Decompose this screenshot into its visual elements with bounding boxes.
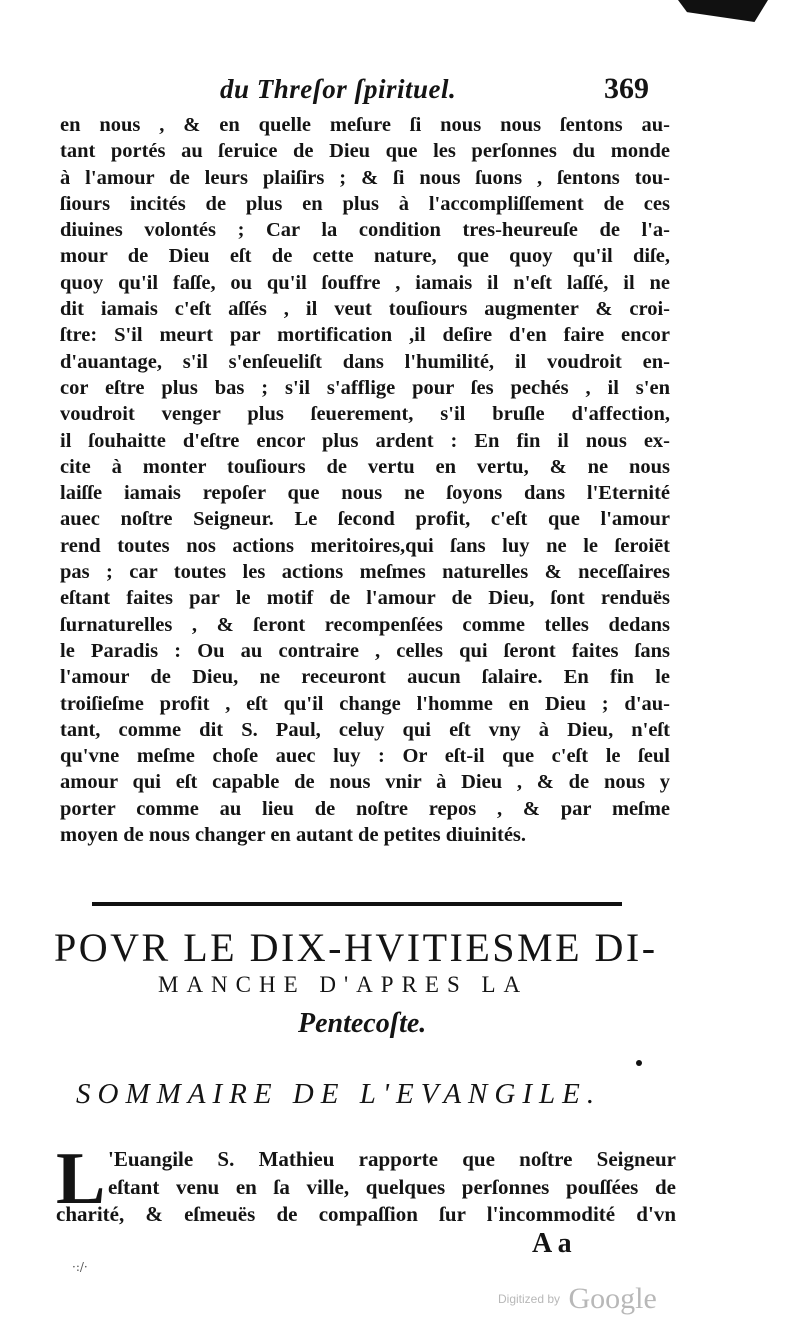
ink-speck xyxy=(636,1060,642,1066)
text-line: laiſſe iamais repoſer que nous ne ſoyons dans l'Eternité xyxy=(60,482,670,505)
text-line: moyen de nous changer en autant de petites diuinités. xyxy=(60,824,527,847)
text-line: cite à monter touſiours de vertu en vertu, & ne nous xyxy=(60,455,670,478)
text-line: ſtre: S'il meurt par mortification ,il deſire d'en faire encor xyxy=(60,324,670,347)
text-line: eſtant venu en ſa ville, quelques perſonnes pouſſées de xyxy=(108,1174,676,1199)
digitizer-logo: Google xyxy=(568,1282,657,1315)
text-line: porter comme au lieu de noſtre repos , & par meſme xyxy=(60,797,670,820)
section-heading-italic: Pentecoſte. xyxy=(298,1008,427,1039)
text-line: ſiours incités de plus en plus à l'accompliſſement de ces xyxy=(60,192,670,215)
margin-mark: ·:/· xyxy=(72,1260,88,1274)
text-line: tant portés au ſeruice de Dieu que les perſonnes du monde xyxy=(60,140,670,163)
text-line: à l'amour de leurs plaiſirs ; & ſi nous ſuons , ſentons tou- xyxy=(60,166,670,189)
text-line: charité, & eſmeuës de compaſſion ſur l'incommodité d'vn xyxy=(56,1202,676,1226)
section-divider xyxy=(92,902,622,906)
text-line: il ſouhaitte d'eſtre encor plus ardent : En fin il nous ex- xyxy=(60,429,670,452)
text-line: 'Euangile S. Mathieu rapporte que noſtre Seigneur xyxy=(108,1147,676,1171)
signature-mark: A a xyxy=(532,1228,572,1259)
text-line: en nous , & en quelle meſure ſi nous nous ſentons au- xyxy=(60,114,670,136)
digitized-prefix: Digitized by xyxy=(498,1292,561,1306)
running-head xyxy=(0,74,796,114)
text-line: auec noſtre Seigneur. Le ſecond profit, c'eſt que l'amour xyxy=(60,508,670,531)
section-heading: POVR LE DIX-HVITIESME DI- xyxy=(54,925,658,970)
page-corner-ink xyxy=(678,0,768,22)
text-line: amour qui eſt capable de nous vnir à Dieu , & de nous y xyxy=(60,771,670,794)
text-line: tant, comme dit S. Paul, celuy qui eſt vny à Dieu, n'eſt xyxy=(60,718,670,741)
text-line: ſurnaturelles , & ſeront recompenſées comme telles dedans xyxy=(60,613,670,636)
running-title: du Threſor ſpirituel. xyxy=(220,74,457,104)
section-subheading: MANCHE D'APRES LA xyxy=(158,972,529,997)
text-line: rend toutes nos actions meritoires,qui ſans luy ne le ſeroiēt xyxy=(60,534,670,557)
digitized-watermark xyxy=(498,1282,657,1316)
text-line: d'auantage, s'il s'enſeueliſt dans l'humilité, il voudroit en- xyxy=(60,350,670,373)
text-line: troiſieſme profit , eſt qu'il change l'homme en Dieu ; d'au- xyxy=(60,692,670,715)
text-line: dit iamais c'eſt aſſés , il veut touſiours augmenter & croi- xyxy=(60,298,670,321)
text-line: qu'vne meſme choſe auec luy : Or eſt-il que c'eſt le ſeul xyxy=(60,745,670,768)
drop-cap: L xyxy=(56,1138,106,1220)
text-line: quoy qu'il faſſe, ou qu'il ſouffre , iamais il n'eſt laſſé, il ne xyxy=(60,271,670,294)
text-line: le Paradis : Ou au contraire , celles qui ſeront faites ſans xyxy=(60,639,670,662)
text-line: mour de Dieu eſt de cette nature, que quoy qu'il diſe, xyxy=(60,245,670,268)
text-line: cor eſtre plus bas ; s'il s'afflige pour ſes pechés , il s'en xyxy=(60,376,670,399)
text-line: voudroit venger plus ſeuerement, s'il bruſle d'affection, xyxy=(60,403,670,426)
text-line: l'amour de Dieu, ne receuront aucun ſalaire. En fin le xyxy=(60,666,670,689)
body-text xyxy=(60,112,670,848)
text-line: diuines volontés ; Car la condition tres-heureuſe de l'a- xyxy=(60,219,670,242)
page-number: 369 xyxy=(604,72,649,105)
text-line: eſtant faites par le motif de l'amour de Dieu, ſont renduës xyxy=(60,587,670,610)
gospel-paragraph xyxy=(56,1138,676,1232)
text-line: pas ; car toutes les actions meſmes naturelles & neceſſaires xyxy=(60,561,670,584)
summary-heading: SOMMAIRE DE L'EVANGILE. xyxy=(76,1078,602,1110)
